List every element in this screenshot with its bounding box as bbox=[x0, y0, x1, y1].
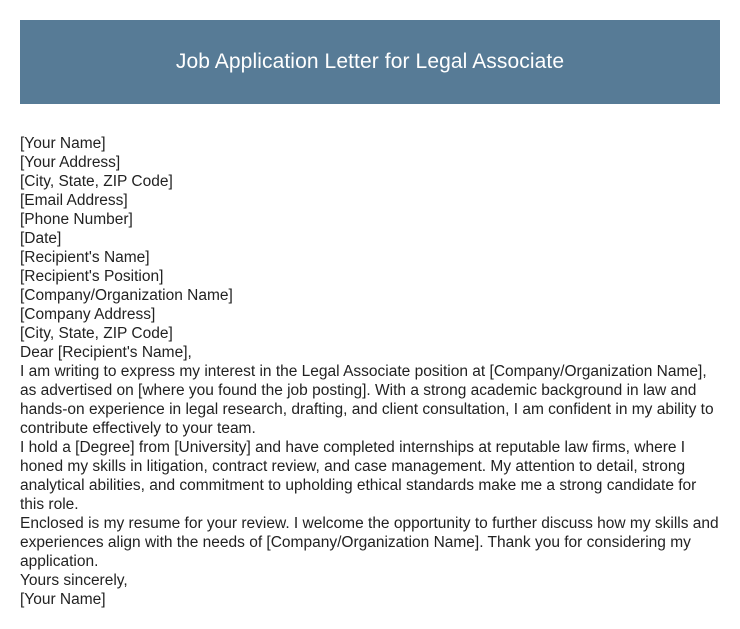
signature: [Your Name] bbox=[20, 591, 106, 608]
page-title: Job Application Letter for Legal Associate bbox=[175, 50, 565, 73]
sender-phone: [Phone Number] bbox=[20, 211, 133, 228]
sender-city-state-zip: [City, State, ZIP Code] bbox=[20, 173, 173, 190]
salutation: Dear [Recipient's Name], bbox=[20, 344, 192, 361]
paragraph-intro: I am writing to express my interest in the Legal Associate position at [Company/Organization Name], as advertised on [where you found the job posting]. With a strong academic background in law and hands-on experience in legal research, drafting, and client consultation, I am confident in my ability to contribute effectively to your team. bbox=[20, 363, 714, 437]
sender-name: [Your Name] bbox=[20, 135, 106, 152]
paragraph-closing: Enclosed is my resume for your review. I welcome the opportunity to further discuss how my skills and experiences align with the needs of [Company/Organization Name]. Thank you for considering my application. bbox=[20, 515, 719, 570]
letter-date: [Date] bbox=[20, 230, 62, 247]
recipient-position: [Recipient's Position] bbox=[20, 268, 164, 285]
recipient-company-address: [Company Address] bbox=[20, 306, 156, 323]
sender-address: [Your Address] bbox=[20, 154, 121, 171]
letter-body bbox=[20, 134, 720, 609]
sender-email: [Email Address] bbox=[20, 192, 128, 209]
recipient-city-state-zip: [City, State, ZIP Code] bbox=[20, 325, 173, 342]
recipient-company: [Company/Organization Name] bbox=[20, 287, 233, 304]
letter-header-banner bbox=[20, 20, 720, 104]
closing: Yours sincerely, bbox=[20, 572, 128, 589]
paragraph-qualifications: I hold a [Degree] from [University] and have completed internships at reputable law firms, where I honed my skills in litigation, contract review, and case management. My attention to detail, strong analytical abilities, and commitment to upholding ethical standards make me a strong candidate for this role. bbox=[20, 439, 697, 513]
recipient-name: [Recipient's Name] bbox=[20, 249, 150, 266]
